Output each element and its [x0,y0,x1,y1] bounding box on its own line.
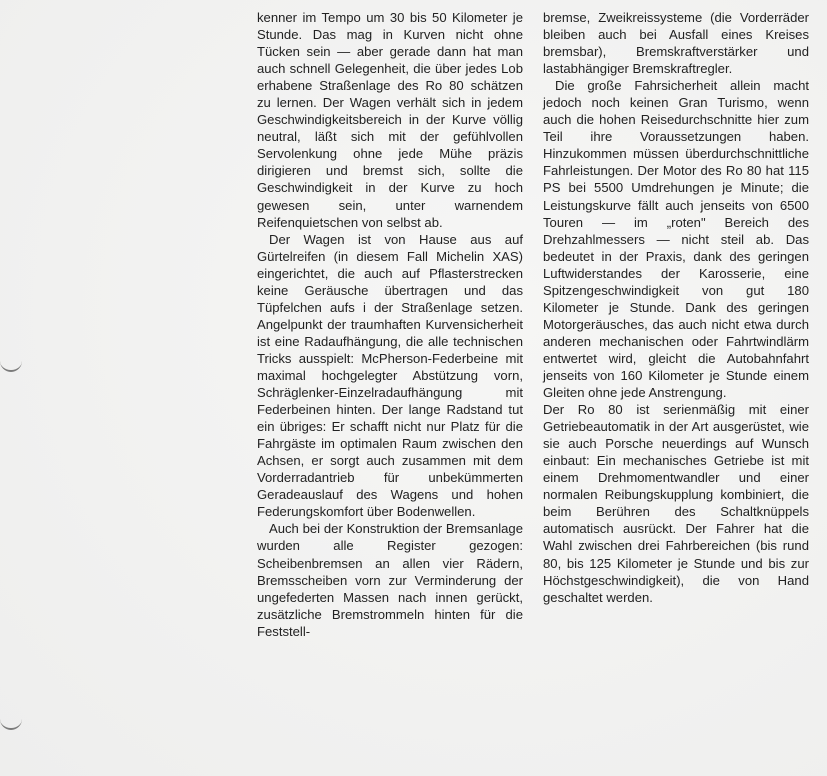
punch-hole-mark [0,356,22,372]
right-column [543,9,809,606]
paragraph: kenner im Tempo um 30 bis 50 Kilometer je Stunde. Das mag in Kurven nicht ohne Tücken sein — aber gerade dann hat man auch schnell Gelegenheit, die über jedes Lob erhabene Straßenlage des Ro 80 schätzen zu lernen. Der Wagen verhält sich in jedem Geschwindigkeitsbereich in der Kurve völlig neutral, läßt sich mit der gefühlvollen Servolenkung ohne jede Mühe präzis dirigieren und bremst sich, sollte die Geschwindigkeit in der Kurve zu hoch gewesen sein, unter warnendem Reifenquietschen von selbst ab. [257,10,523,230]
punch-hole-mark [0,714,22,730]
paragraph: bremse, Zweikreissysteme (die Vorderräder bleiben auch bei Ausfall eines Kreises bremsbar), Bremskraftverstärker und lastabhängiger Bremskraftregler. [543,10,809,77]
paragraph: Der Wagen ist von Hause aus auf Gürtelreifen (in diesem Fall Michelin XAS) eingerichtet, die auch auf Pflasterstrecken keine Geräusche übertragen und das Tüpfelchen aufs i der Straßenlage setzen. Angelpunkt der traumhaften Kurvensicherheit ist eine Radaufhängung, die alle technischen Tricks ausspielt: McPherson-Federbeine mit maximal hochgelegter Abstützung vorn, Schräglenker-Einzelradaufhängung mit Federbeinen hinten. Der lange Radstand tut ein übriges: Er schafft nicht nur Platz für die Fahrgäste im optimalen Raum zwischen den Achsen, er sorgt auch zusammen mit dem Vorderradantrieb für unbekümmerten Geradeauslauf des Wagens und hohen Federungskomfort über Bodenwellen. [257,231,523,520]
left-column [257,9,523,640]
paragraph: Die große Fahrsicherheit allein macht jedoch noch keinen Gran Turismo, wenn auch die hohen Reisedurchschnitte hier zum Teil ihre Voraussetzungen haben. Hinzukommen müssen überdurchschnittliche Fahrleistungen. Der Motor des Ro 80 hat 115 PS bei 5500 Umdrehungen je Minute; die Leistungskurve fällt auch jenseits von 6500 Touren — im „roten" Bereich des Drehzahlmessers — nicht steil ab. Das bedeutet in der Praxis, dank des geringen Luftwiderstandes der Karosserie, eine Spitzengeschwindigkeit von gut 180 Kilometer je Stunde. Dank des geringen Motorgeräusches, das auch nicht etwa durch anderen mechanischen oder Fahrtwindlärm entwertet wird, gleicht die Autobahnfahrt jenseits von 160 Kilometer je Stunde einem Gleiten ohne jede Anstrengung. [543,78,809,401]
paragraph: Auch bei der Konstruktion der Bremsanlage wurden alle Register gezogen: Scheibenbremsen an allen vier Rädern, Bremsscheiben vorn zur Verminderung der ungefederten Massen nach innen gerückt, zusätzliche Bremstrommeln hinten für die Feststell- [257,521,523,639]
paragraph: Der Ro 80 ist serienmäßig mit einer Getriebeautomatik in der Art ausgerüstet, wie sie auch Porsche neuerdings auf Wunsch einbaut: Ein mechanisches Getriebe ist mit einem Drehmomentwandler und einer normalen Reibungskupplung kombiniert, die beim Berühren des Schaltknüppels automatisch ausrückt. Der Fahrer hat die Wahl zwischen drei Fahrbereichen (bis rund 80, bis 125 Kilometer je Stunde und bis zur Höchstgeschwindigkeit), die von Hand geschaltet werden. [543,402,809,605]
